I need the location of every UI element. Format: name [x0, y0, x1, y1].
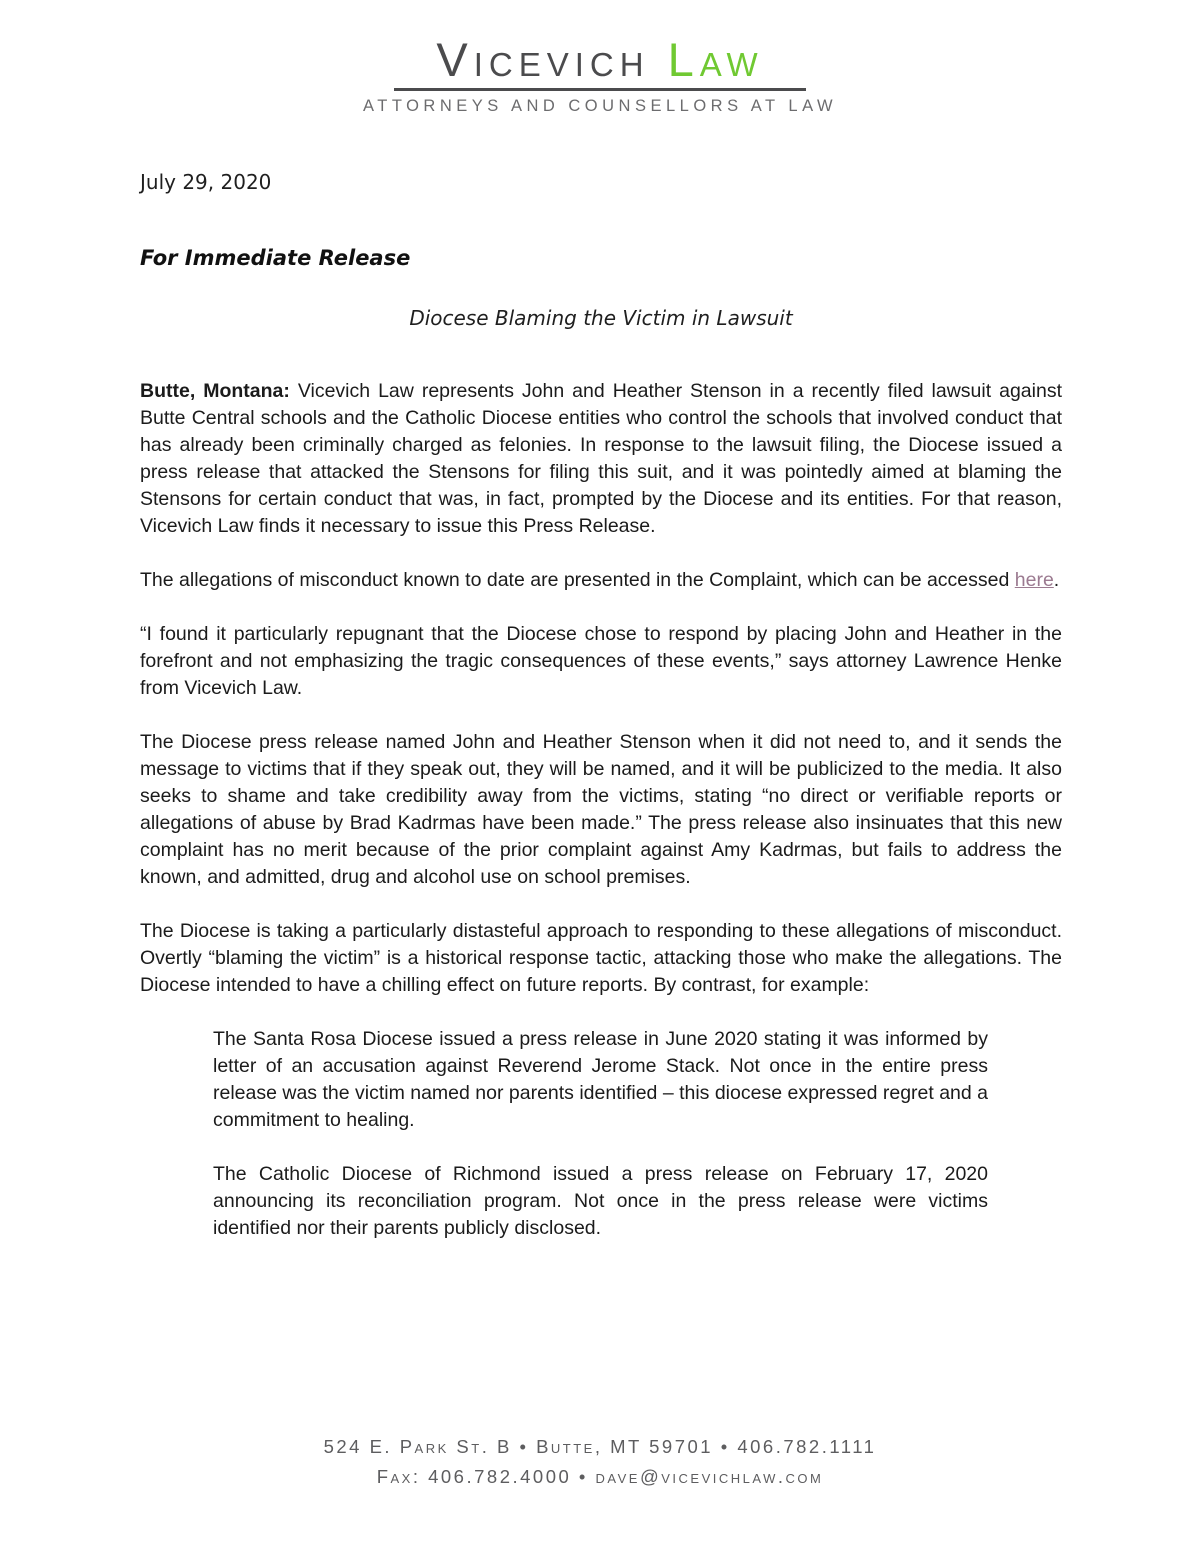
paragraph-complaint — [140, 567, 1062, 594]
dateline-lead: Butte, Montana: — [140, 379, 290, 402]
release-date: July 29, 2020 — [140, 169, 272, 194]
document-title: Diocese Blaming the Victim in Lawsuit — [409, 305, 793, 330]
paragraph-attorney-quote: “I found it particularly repugnant that the Diocese chose to respond by placing John and Heather in the forefront and not emphasizing the tragic consequences of these events,” says attorney Lawrence Henke from Vicevich Law. — [140, 622, 1062, 699]
paragraph-complaint-text: The allegations of misconduct known to date are presented in the Complaint, which can be accessed — [140, 568, 1015, 591]
footer-contact-line: Fax: 406.782.4000 • dave@vicevichlaw.com — [376, 1466, 824, 1487]
release-label: For Immediate Release — [140, 245, 411, 270]
paragraph-intro — [140, 378, 1062, 540]
logo-firm-name: Vicevich — [436, 33, 650, 86]
logo-divider-line — [394, 88, 806, 91]
paragraph-distasteful-approach: The Diocese is taking a particularly distasteful approach to responding to these allegations of misconduct. Overtly “blaming the victim” is a historical response tactic, attacking those who make the allegations. The Diocese intended to have a chilling effect on future reports. By contrast, for example: — [140, 919, 1062, 996]
footer — [0, 1432, 1200, 1492]
logo-tagline: ATTORNEYS AND COUNSELLORS AT LAW — [362, 96, 838, 115]
paragraph-press-release-critique: The Diocese press release named John and Heather Stenson when it did not need to, and it sends the message to victims that if they speak out, they will be named, and it will be publicized to the media. It also seeks to shame and take credibility away from the victims, stating “no direct or verifiable reports or allegations of abuse by Brad Kadrmas have been made.” The press release also insinuates that this new complaint has no merit because of the prior complaint against Amy Kadrmas, but fails to address the known, and admitted, drug and alcohol use on school premises. — [140, 730, 1062, 888]
logo-firm-suffix: Law — [667, 33, 764, 86]
paragraph-intro-text: Vicevich Law represents John and Heather Stenson in a recently filed lawsuit against Butte Central schools and the Catholic Diocese entities who control the schools that involved conduct that has already been criminally charged as felonies. In response to the lawsuit filing, the Diocese issued a press release that attacked the Stensons for filing this suit, and it was pointedly aimed at blaming the Stensons for certain conduct that was, in fact, prompted by the Diocese and its entities. For that reason, Vicevich Law finds it necessary to issue this Press Release. — [140, 379, 1062, 537]
paragraph-complaint-period: . — [1053, 568, 1060, 591]
footer-address-line: 524 E. Park St. B • Butte, MT 59701 • 406.782.1111 — [323, 1436, 877, 1457]
paragraph-example-santa-rosa: The Santa Rosa Diocese issued a press release in June 2020 stating it was informed by letter of an accusation against Reverend Jerome Stack. Not once in the entire press release was the victim named nor parents identified – this diocese expressed regret and a commitment to healing. — [213, 1027, 989, 1131]
logo-wordmark — [0, 34, 1200, 86]
law-firm-logo — [0, 0, 1200, 116]
paragraph-example-richmond: The Catholic Diocese of Richmond issued a press release on February 17, 2020 announcing its reconciliation program. Not once in the press release were victims identified nor their parents publicly disclosed. — [213, 1162, 988, 1239]
complaint-here-link[interactable]: here — [1014, 568, 1054, 591]
